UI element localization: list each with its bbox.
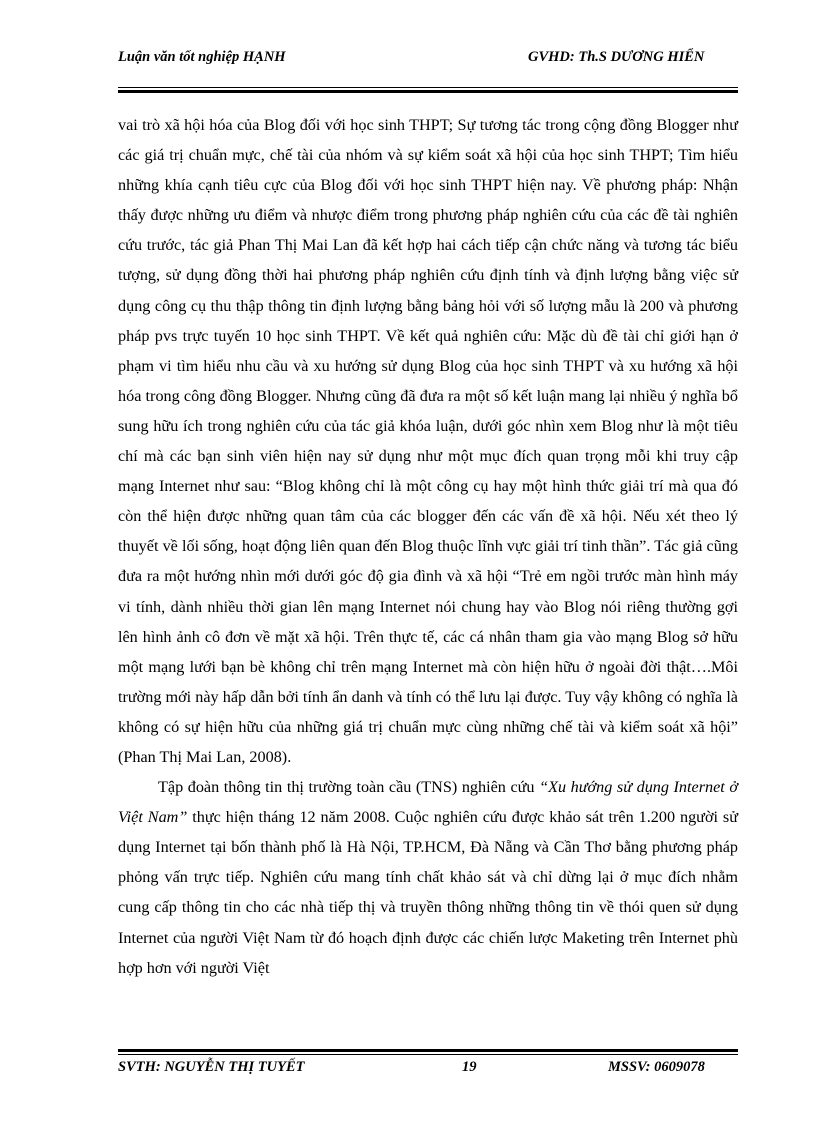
footer-rule-thick [118, 1049, 738, 1052]
paragraph-2-italic-title: “Xu hướng sử dụng Internet ở Việt Nam” [118, 778, 738, 827]
header-advisor: GVHD: Th.S DƯƠNG HIỂN [528, 49, 705, 65]
header-rule-thick [118, 90, 738, 93]
paragraph-2 [118, 772, 738, 983]
header-thesis-title: Luận văn tốt nghiệp HẠNH [118, 49, 286, 65]
footer-rule-thin [118, 1054, 738, 1055]
paragraph-1: vai trò xã hội hóa của Blog đối với học sinh THPT; Sự tương tác trong cộng đồng Blogger như các giá trị chuẩn mực, chế tài của nhóm và sự kiểm soát xã hội của học sinh THPT; Tìm hiểu những khía cạnh tiêu cực của Blog đối với học sinh THPT hiện nay. Về phương pháp: Nhận thấy được những ưu điểm và nhược điểm trong phương pháp nghiên cứu của các đề tài nghiên cứu trước, tác giả Phan Thị Mai Lan đã kết hợp hai cách tiếp cận chức năng và tương tác biểu tượng, sử dụng đồng thời hai phương pháp nghiên cứu định tính và định lượng bằng việc sử dụng công cụ thu thập thông tin định lượng bằng bảng hỏi với số lượng mẫu là 200 và phương pháp pvs trực tuyến 10 học sinh THPT. Về kết quả nghiên cứu: Mặc dù đề tài chỉ giới hạn ở phạm vi tìm hiểu nhu cầu và xu hướng sử dụng Blog của học sinh THPT và xu hướng xã hội hóa trong công đồng Blogger. Nhưng cũng đã đưa ra một số kết luận mang lại nhiều ý nghĩa bổ sung hữu ích trong nghiên cứu của tác giả khóa luận, dưới góc nhìn xem Blog như là một tiêu chí mà các bạn sinh viên hiện nay sử dụng như một mục đích quan trọng mỗi khi truy cập mạng Internet như sau: “Blog không chỉ là một công cụ hay một hình thức giải trí mà qua đó còn thể hiện được những quan tâm của các blogger đến các vấn đề xã hội. Nếu xét theo lý thuyết về lối sống, hoạt động liên quan đến Blog thuộc lĩnh vực giải trí tinh thần”. Tác giả cũng đưa ra một hướng nhìn mới dưới góc độ gia đình và xã hội “Trẻ em ngồi trước màn hình máy vi tính, dành nhiều thời gian lên mạng Internet nói chung hay vào Blog nói riêng thường gợi lên hình ảnh cô đơn về mặt xã hội. Trên thực tế, các cá nhân tham gia vào mạng Blog sở hữu một mạng lưới bạn bè không chỉ trên mạng Internet mà còn hiện hữu ở ngoài đời thật….Môi trường mới này hấp dẫn bởi tính ẩn danh và tính có thể lưu lại được. Tuy vậy không có nghĩa là không có sự hiện hữu của những giá trị chuẩn mực cùng những chế tài và kiểm soát xã hội” (Phan Thị Mai Lan, 2008). [118, 116, 738, 766]
footer-student-id: MSSV: 0609078 [608, 1059, 705, 1075]
page-number: 19 [462, 1059, 477, 1075]
body-text [118, 110, 738, 983]
paragraph-2-start: Tập đoàn thông tin thị trường toàn cầu (TNS) nghiên cứu [158, 778, 540, 797]
header-rule-thin [118, 87, 738, 88]
footer-student: SVTH: NGUYỄN THỊ TUYẾT [118, 1059, 305, 1075]
paragraph-2-rest: thực hiện tháng 12 năm 2008. Cuộc nghiên cứu được khảo sát trên 1.200 người sử dụng Internet tại bốn thành phố là Hà Nội, TP.HCM, Đà Nẵng và Cần Thơ bằng phương pháp phỏng vấn trực tiếp. Nghiên cứu mang tính chất khảo sát và chỉ dừng lại ở mục đích nhằm cung cấp thông tin cho các nhà tiếp thị và truyền thông những thông tin về thói quen sử dụng Internet của người Việt Nam từ đó hoạch định được các chiến lược Maketing trên Internet phù hợp hơn với người Việt [118, 808, 738, 977]
